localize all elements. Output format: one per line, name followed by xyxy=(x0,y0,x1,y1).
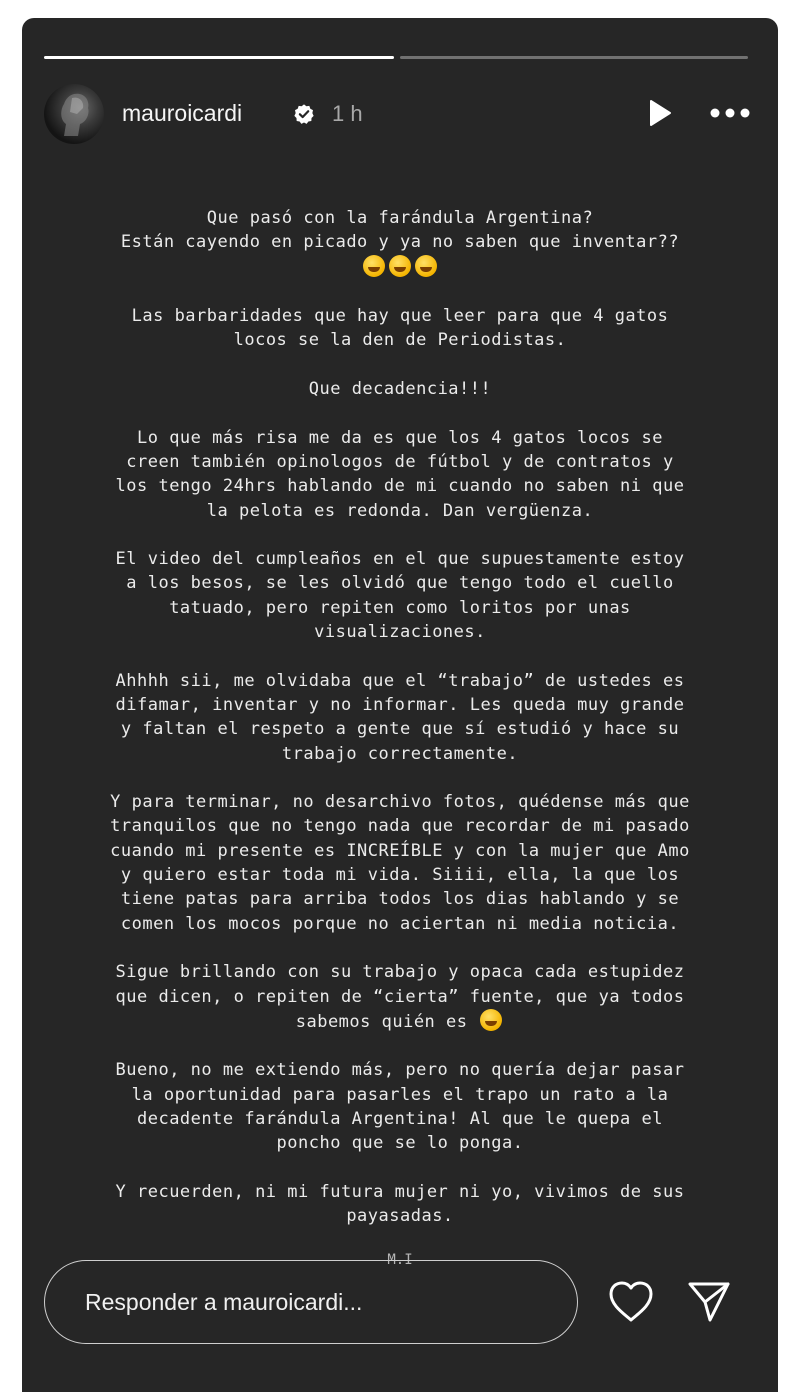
story-viewer xyxy=(22,18,778,1392)
story-paragraph xyxy=(22,960,778,1034)
heart-icon xyxy=(608,1280,654,1324)
send-button[interactable] xyxy=(686,1280,732,1324)
story-line: payasadas. xyxy=(346,1206,454,1227)
story-line: difamar, inventar y no informar. Les queda muy grande xyxy=(115,694,685,715)
laughing-emoji-icon xyxy=(480,1009,502,1031)
story-line: trabajo correctamente. xyxy=(281,743,519,764)
laughing-emoji-icon xyxy=(415,255,437,277)
story-line: comen los mocos porque no aciertan ni media noticia. xyxy=(120,913,680,934)
story-line: Ahhhh sii, me olvidaba que el “trabajo” de ustedes es xyxy=(115,670,685,691)
story-line: sabemos quién es xyxy=(295,1011,468,1032)
avatar-photo xyxy=(44,84,104,144)
signature: M.I xyxy=(387,1252,413,1268)
story-line: cuando mi presente es INCREÍBLE y con la mujer que Amo xyxy=(110,840,690,861)
reply-input[interactable] xyxy=(44,1260,578,1344)
story-line: y quiero estar toda mi vida. Siiii, ella, la que los xyxy=(120,865,680,886)
story-line: creen también opinologos de fútbol y de contratos y xyxy=(126,451,674,472)
story-line: Lo que más risa me da es que los 4 gatos locos se xyxy=(136,427,663,448)
send-paper-plane-icon xyxy=(686,1280,732,1324)
story-line: Que pasó con la farándula Argentina? xyxy=(206,208,594,228)
story-line: a los besos, se les olvidó que tengo todo el cuello xyxy=(126,573,674,594)
story-line: decadente farándula Argentina! Al que le quepa el xyxy=(136,1108,663,1129)
story-line: visualizaciones. xyxy=(314,622,486,643)
play-icon xyxy=(644,98,674,128)
story-text xyxy=(22,206,778,1253)
story-header xyxy=(44,84,756,144)
verified-badge-icon xyxy=(293,103,315,125)
play-button[interactable] xyxy=(644,98,674,128)
post-time: 1 h xyxy=(332,101,363,126)
story-line: tiene patas para arriba todos los dias hablando y se xyxy=(120,889,680,910)
story-paragraph xyxy=(22,426,778,523)
story-line: la oportunidad para pasarles el trapo un rato a la xyxy=(131,1084,669,1105)
story-progress-bar-2 xyxy=(400,56,748,59)
story-paragraph xyxy=(22,669,778,766)
story-line: El video del cumpleaños en el que supuestamente estoy xyxy=(115,549,685,570)
story-line: Las barbaridades que hay que leer para que 4 gatos xyxy=(131,306,669,327)
story-progress-bar-1 xyxy=(44,56,394,59)
story-paragraph xyxy=(22,304,778,353)
story-line: Están cayendo en picado y ya no saben que inventar?? xyxy=(120,232,680,253)
story-line: Que decadencia!!! xyxy=(308,379,492,400)
story-paragraph xyxy=(22,1058,778,1155)
more-dots-icon xyxy=(708,98,752,128)
story-line: los tengo 24hrs hablando de mi cuando no saben ni que xyxy=(115,476,685,497)
story-paragraph xyxy=(22,206,778,280)
story-line: tatuado, pero repiten como loritos por unas xyxy=(169,597,631,618)
reply-placeholder: Responder a mauroicardi... xyxy=(85,1288,363,1315)
story-line: Bueno, no me extiendo más, pero no quería dejar pasar xyxy=(115,1060,685,1081)
emoji-line xyxy=(22,255,778,280)
username[interactable]: mauroicardi xyxy=(122,100,243,126)
laughing-emoji-icon xyxy=(363,255,385,277)
story-line: Y recuerden, ni mi futura mujer ni yo, vivimos de sus xyxy=(115,1181,685,1202)
story-line: que dicen, o repiten de “cierta” fuente, que ya todos xyxy=(115,986,685,1007)
story-paragraph xyxy=(22,547,778,644)
story-line: Y para terminar, no desarchivo fotos, quédense más que xyxy=(110,792,690,813)
story-paragraph xyxy=(22,1180,778,1229)
story-line: y faltan el respeto a gente que sí estudió y hace su xyxy=(120,719,680,740)
like-button[interactable] xyxy=(608,1280,654,1324)
more-options-button[interactable] xyxy=(708,98,752,128)
story-line: la pelota es redonda. Dan vergüenza. xyxy=(206,500,594,521)
story-paragraph xyxy=(22,377,778,401)
story-line: Sigue brillando con su trabajo y opaca cada estupidez xyxy=(115,962,685,983)
story-line: locos se la den de Periodistas. xyxy=(233,330,567,351)
laughing-emoji-icon xyxy=(389,255,411,277)
story-line: tranquilos que no tengo nada que recordar de mi pasado xyxy=(110,816,690,837)
story-line: poncho que se lo ponga. xyxy=(276,1133,524,1154)
story-paragraph xyxy=(22,790,778,936)
avatar[interactable] xyxy=(44,84,104,144)
